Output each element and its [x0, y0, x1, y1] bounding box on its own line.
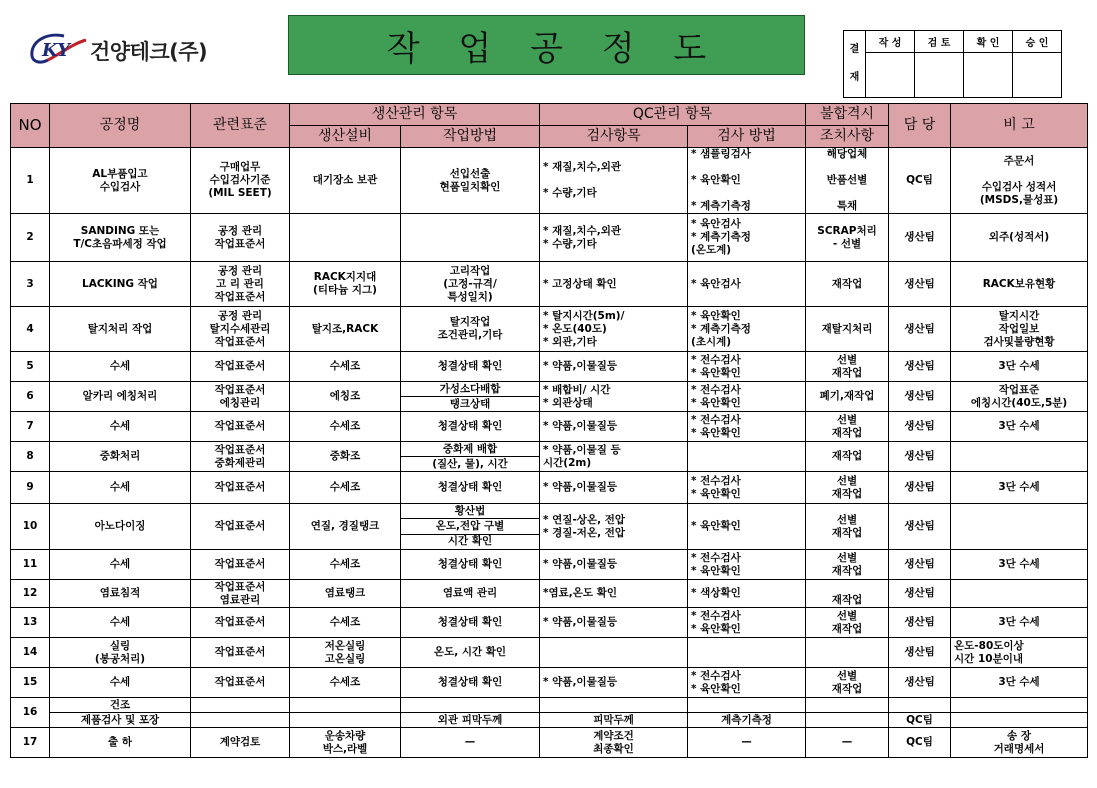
row-method: 고리작업 (고정-규격/ 특성일치) [401, 262, 540, 307]
row-action: 선별 재작업 [806, 472, 889, 504]
row-standard: 작업표준서 [191, 352, 290, 382]
row-remark: 작업표준 에칭시간(40도,5분) [951, 382, 1088, 412]
row-owner: 생산팀 [889, 638, 951, 668]
table-row [11, 412, 1088, 442]
row-process: 제품검사 및 포장 [50, 713, 191, 728]
row-equipment: 수세조 [290, 472, 401, 504]
row-inspect-method: * 육안검사 * 계측기측정 (온도계) [688, 214, 806, 262]
method-sub-item: 가성소다배합 [401, 382, 539, 397]
row-remark: 3단 수세 [951, 608, 1088, 638]
row-equipment: 대기장소 보관 [290, 148, 401, 214]
header-inspect-method: 검사 방법 [688, 126, 806, 148]
row-standard: 작업표준서 [191, 638, 290, 668]
row-remark [951, 698, 1088, 713]
row-action: 폐기,재작업 [806, 382, 889, 412]
row-action: 선별 재작업 [806, 608, 889, 638]
row-inspect-method: * 육안확인 [688, 504, 806, 550]
row-standard: 작업표준서 [191, 550, 290, 580]
row-inspect-item: 피막두께 [540, 713, 688, 728]
row-equipment [290, 713, 401, 728]
row-remark [951, 580, 1088, 608]
row-standard: 공정 관리 작업표준서 [191, 214, 290, 262]
row-action: 재작업 [806, 262, 889, 307]
row-equipment: 수세조 [290, 608, 401, 638]
row-action: SCRAP처리 - 선별 [806, 214, 889, 262]
row-process: 출 하 [50, 728, 191, 758]
header-no: NO [11, 104, 50, 148]
row-owner: 생산팀 [889, 504, 951, 550]
row-method: — [401, 728, 540, 758]
row-equipment [290, 698, 401, 713]
row-action: 재작업 [806, 442, 889, 472]
header-method: 작업방법 [401, 126, 540, 148]
header-remark: 비 고 [951, 104, 1088, 148]
row-no: 2 [11, 214, 50, 262]
approval-signature-box[interactable] [915, 53, 964, 98]
row-action [806, 638, 889, 668]
row-inspect-item [540, 698, 688, 713]
table-row [11, 352, 1088, 382]
row-inspect-method: * 전수검사 * 육안확인 [688, 608, 806, 638]
table-row [11, 472, 1088, 504]
row-equipment: 수세조 [290, 352, 401, 382]
approval-signature-box[interactable] [866, 53, 915, 98]
row-action: 선별 재작업 [806, 504, 889, 550]
row-standard: 작업표준서 중화제관리 [191, 442, 290, 472]
table-row [11, 713, 1088, 728]
document-title: 작 업 공 정 도 [386, 28, 721, 69]
row-standard: 작업표준서 [191, 668, 290, 698]
row-owner: 생산팀 [889, 472, 951, 504]
row-equipment [290, 214, 401, 262]
row-inspect-item [540, 638, 688, 668]
row-process: 수세 [50, 472, 191, 504]
row-standard: 작업표준서 [191, 504, 290, 550]
header-equipment: 생산설비 [290, 126, 401, 148]
row-no: 8 [11, 442, 50, 472]
row-method [401, 698, 540, 713]
row-process: SANDING 또는 T/C초음파세정 작업 [50, 214, 191, 262]
row-equipment: RACK지지대 (티타늄 지그) [290, 262, 401, 307]
method-sub-item: 중화제 배합 [401, 442, 539, 457]
row-inspect-method: 계측기측정 [688, 713, 806, 728]
row-standard: 공정 관리 탈지수세관리 작업표준서 [191, 307, 290, 352]
row-action [806, 698, 889, 713]
row-owner: 생산팀 [889, 262, 951, 307]
header-qc-group: QC관리 항목 [540, 104, 806, 126]
row-remark: 3단 수세 [951, 412, 1088, 442]
approval-header: 승 인 [1013, 31, 1062, 53]
row-owner: 생산팀 [889, 442, 951, 472]
row-standard: 작업표준서 [191, 412, 290, 442]
row-no: 14 [11, 638, 50, 668]
header-standard: 관련표준 [191, 104, 290, 148]
row-owner: 생산팀 [889, 382, 951, 412]
row-standard: 계약검토 [191, 728, 290, 758]
row-inspect-method: * 전수검사 * 육안확인 [688, 472, 806, 504]
row-remark [951, 442, 1088, 472]
row-process: 아노다이징 [50, 504, 191, 550]
table-row [11, 382, 1088, 412]
row-remark [951, 504, 1088, 550]
row-equipment: 운송차량 박스,라벨 [290, 728, 401, 758]
row-process: 탈지처리 작업 [50, 307, 191, 352]
row-equipment: 탈지조,RACK [290, 307, 401, 352]
row-owner: 생산팀 [889, 580, 951, 608]
row-method: 청결상태 확인 [401, 352, 540, 382]
row-action: 선별 재작업 [806, 668, 889, 698]
method-sub-item: 황산법 [401, 504, 539, 519]
row-owner: QC팀 [889, 728, 951, 758]
row-inspect-item: * 탈지시간(5m)/ * 온도(40도) * 외관,기타 [540, 307, 688, 352]
row-equipment: 수세조 [290, 550, 401, 580]
row-remark: 온도-80도이상 시간 10분이내 [951, 638, 1088, 668]
row-owner: QC팀 [889, 713, 951, 728]
row-process: 건조 [50, 698, 191, 713]
header-process: 공정명 [50, 104, 191, 148]
row-owner: 생산팀 [889, 214, 951, 262]
table-row [11, 608, 1088, 638]
row-process: 수세 [50, 668, 191, 698]
row-inspect-method: * 전수검사 * 육안확인 [688, 352, 806, 382]
row-no: 13 [11, 608, 50, 638]
approval-header: 검 토 [915, 31, 964, 53]
header-nonconform-action: 조치사항 [806, 126, 889, 148]
row-inspect-method [688, 698, 806, 713]
row-inspect-item: * 약품,이물질등 [540, 412, 688, 442]
row-inspect-method [688, 442, 806, 472]
method-sub-item: 온도,전압 구별 [401, 519, 539, 534]
row-inspect-method: * 전수검사 * 육안확인 [688, 550, 806, 580]
row-remark: 탈지시간 작업일보 검사및불량현황 [951, 307, 1088, 352]
row-remark: RACK보유현황 [951, 262, 1088, 307]
row-equipment: 염료탱크 [290, 580, 401, 608]
row-inspect-method: * 전수검사 * 육안확인 [688, 382, 806, 412]
approval-side-label: 결 재 [844, 31, 866, 98]
row-inspect-method: — [688, 728, 806, 758]
row-no: 3 [11, 262, 50, 307]
row-standard: 작업표준서 에칭관리 [191, 382, 290, 412]
row-process: 수세 [50, 608, 191, 638]
company-name: 건양테크(주) [90, 40, 208, 64]
method-sub-item: (질산, 물), 시간 [432, 457, 508, 470]
header-prod-group: 생산관리 항목 [290, 104, 540, 126]
row-method [401, 382, 540, 412]
row-no: 4 [11, 307, 50, 352]
row-remark: 송 장 거래명세서 [951, 728, 1088, 758]
row-method: 청결상태 확인 [401, 608, 540, 638]
row-process: 알카리 에칭처리 [50, 382, 191, 412]
row-process: AL부품입고 수입검사 [50, 148, 191, 214]
row-method [401, 504, 540, 550]
row-inspect-item: * 약품,이물질 등 시간(2m) [540, 442, 688, 472]
row-inspect-item: * 약품,이물질등 [540, 668, 688, 698]
row-standard [191, 713, 290, 728]
row-method: 선입선출 현품일치확인 [401, 148, 540, 214]
header-nonconform: 불합격시 [806, 104, 889, 126]
row-no: 17 [11, 728, 50, 758]
row-method: 청결상태 확인 [401, 412, 540, 442]
row-equipment: 연질, 경질탱크 [290, 504, 401, 550]
row-process: 수세 [50, 412, 191, 442]
row-standard: 작업표준서 [191, 472, 290, 504]
row-standard: 작업표준서 염료관리 [191, 580, 290, 608]
table-row [11, 262, 1088, 307]
row-no: 1 [11, 148, 50, 214]
row-action: 선별 재작업 [806, 550, 889, 580]
row-action: 선별 재작업 [806, 352, 889, 382]
row-inspect-item: 계약조건 최종확인 [540, 728, 688, 758]
method-sub-item: 시간 확인 [447, 535, 493, 548]
row-no: 12 [11, 580, 50, 608]
row-action: 해당업체 반품선별 특채 [806, 148, 889, 214]
row-standard [191, 698, 290, 713]
row-process: 중화처리 [50, 442, 191, 472]
row-inspect-item: *염료,온도 확인 [540, 580, 688, 608]
row-action: 재탈지처리 [806, 307, 889, 352]
table-row [11, 668, 1088, 698]
table-row [11, 148, 1088, 214]
row-standard: 공정 관리 고 리 관리 작업표준서 [191, 262, 290, 307]
table-row [11, 580, 1088, 608]
row-inspect-item: * 약품,이물질등 [540, 472, 688, 504]
row-method: 탈지작업 조건관리,기타 [401, 307, 540, 352]
table-row [11, 550, 1088, 580]
row-owner: 생산팀 [889, 307, 951, 352]
row-method: 염료액 관리 [401, 580, 540, 608]
row-remark: 3단 수세 [951, 472, 1088, 504]
row-action: 선별 재작업 [806, 412, 889, 442]
row-method: 청결상태 확인 [401, 550, 540, 580]
table-row [11, 214, 1088, 262]
row-equipment: 저온실링 고온실링 [290, 638, 401, 668]
table-row [11, 728, 1088, 758]
row-method [401, 214, 540, 262]
row-equipment: 수세조 [290, 412, 401, 442]
approval-signature-box[interactable] [1013, 53, 1062, 98]
row-inspect-item: * 재질,치수,외관 * 수량,기타 [540, 214, 688, 262]
row-remark [951, 713, 1088, 728]
row-no: 7 [11, 412, 50, 442]
row-remark: 3단 수세 [951, 550, 1088, 580]
row-inspect-method: * 육안검사 [688, 262, 806, 307]
approval-header: 작 성 [866, 31, 915, 53]
document-title-box [288, 15, 805, 75]
table-row [11, 698, 1088, 713]
row-inspect-item: * 약품,이물질등 [540, 608, 688, 638]
row-no: 10 [11, 504, 50, 550]
row-no: 6 [11, 382, 50, 412]
row-no: 15 [11, 668, 50, 698]
table-row [11, 442, 1088, 472]
row-inspect-method: * 샘플링검사 * 육안확인 * 계측기측정 [688, 148, 806, 214]
row-method [401, 442, 540, 472]
row-owner [889, 698, 951, 713]
row-owner: 생산팀 [889, 550, 951, 580]
table-row [11, 638, 1088, 668]
row-remark: 주문서 수입검사 성적서 (MSDS,물성표) [951, 148, 1088, 214]
row-action: — [806, 728, 889, 758]
row-no: 9 [11, 472, 50, 504]
row-inspect-item: * 연질-상온, 전압 * 경질-저온, 전압 [540, 504, 688, 550]
table-row [11, 504, 1088, 550]
process-table [10, 103, 1088, 758]
row-inspect-method: * 육안확인 * 계측기측정 (초시계) [688, 307, 806, 352]
row-method: 청결상태 확인 [401, 668, 540, 698]
row-no: 16 [11, 698, 50, 728]
row-process: 실링 (봉공처리) [50, 638, 191, 668]
row-inspect-method: * 전수검사 * 육안확인 [688, 668, 806, 698]
company-logo [26, 30, 226, 70]
row-inspect-item: * 재질,치수,외관 * 수량,기타 [540, 148, 688, 214]
method-sub-item: 탱크상태 [449, 397, 491, 410]
row-equipment: 수세조 [290, 668, 401, 698]
row-no: 5 [11, 352, 50, 382]
row-process: 염료침적 [50, 580, 191, 608]
row-equipment: 에칭조 [290, 382, 401, 412]
approval-header: 확 인 [964, 31, 1013, 53]
row-no: 11 [11, 550, 50, 580]
row-owner: 생산팀 [889, 668, 951, 698]
row-process: LACKING 작업 [50, 262, 191, 307]
logo-text: KY [42, 40, 71, 61]
row-standard: 구매업무 수입검사기준 (MIL SEET) [191, 148, 290, 214]
row-inspect-method: * 색상확인 [688, 580, 806, 608]
row-method: 외관 피막두께 [401, 713, 540, 728]
row-remark: 3단 수세 [951, 668, 1088, 698]
row-owner: QC팀 [889, 148, 951, 214]
row-inspect-method: * 전수검사 * 육안확인 [688, 412, 806, 442]
approval-table [843, 30, 1062, 98]
row-inspect-item: * 약품,이물질등 [540, 352, 688, 382]
row-inspect-item: * 고정상태 확인 [540, 262, 688, 307]
row-inspect-method [688, 638, 806, 668]
row-standard: 작업표준서 [191, 608, 290, 638]
row-remark: 외주(성적서) [951, 214, 1088, 262]
header-inspect-item: 검사항목 [540, 126, 688, 148]
row-method: 청결상태 확인 [401, 472, 540, 504]
row-inspect-item: * 약품,이물질등 [540, 550, 688, 580]
row-remark: 3단 수세 [951, 352, 1088, 382]
approval-signature-box[interactable] [964, 53, 1013, 98]
row-process: 수세 [50, 550, 191, 580]
row-method: 온도, 시간 확인 [401, 638, 540, 668]
row-inspect-item: * 배합비/ 시간 * 외관상태 [540, 382, 688, 412]
row-action [806, 713, 889, 728]
row-action: 재작업 [806, 580, 889, 608]
table-row [11, 307, 1088, 352]
row-owner: 생산팀 [889, 412, 951, 442]
row-process: 수세 [50, 352, 191, 382]
row-owner: 생산팀 [889, 608, 951, 638]
ky-logo-icon [26, 30, 90, 66]
row-owner: 생산팀 [889, 352, 951, 382]
header-owner: 담 당 [889, 104, 951, 148]
row-equipment: 중화조 [290, 442, 401, 472]
